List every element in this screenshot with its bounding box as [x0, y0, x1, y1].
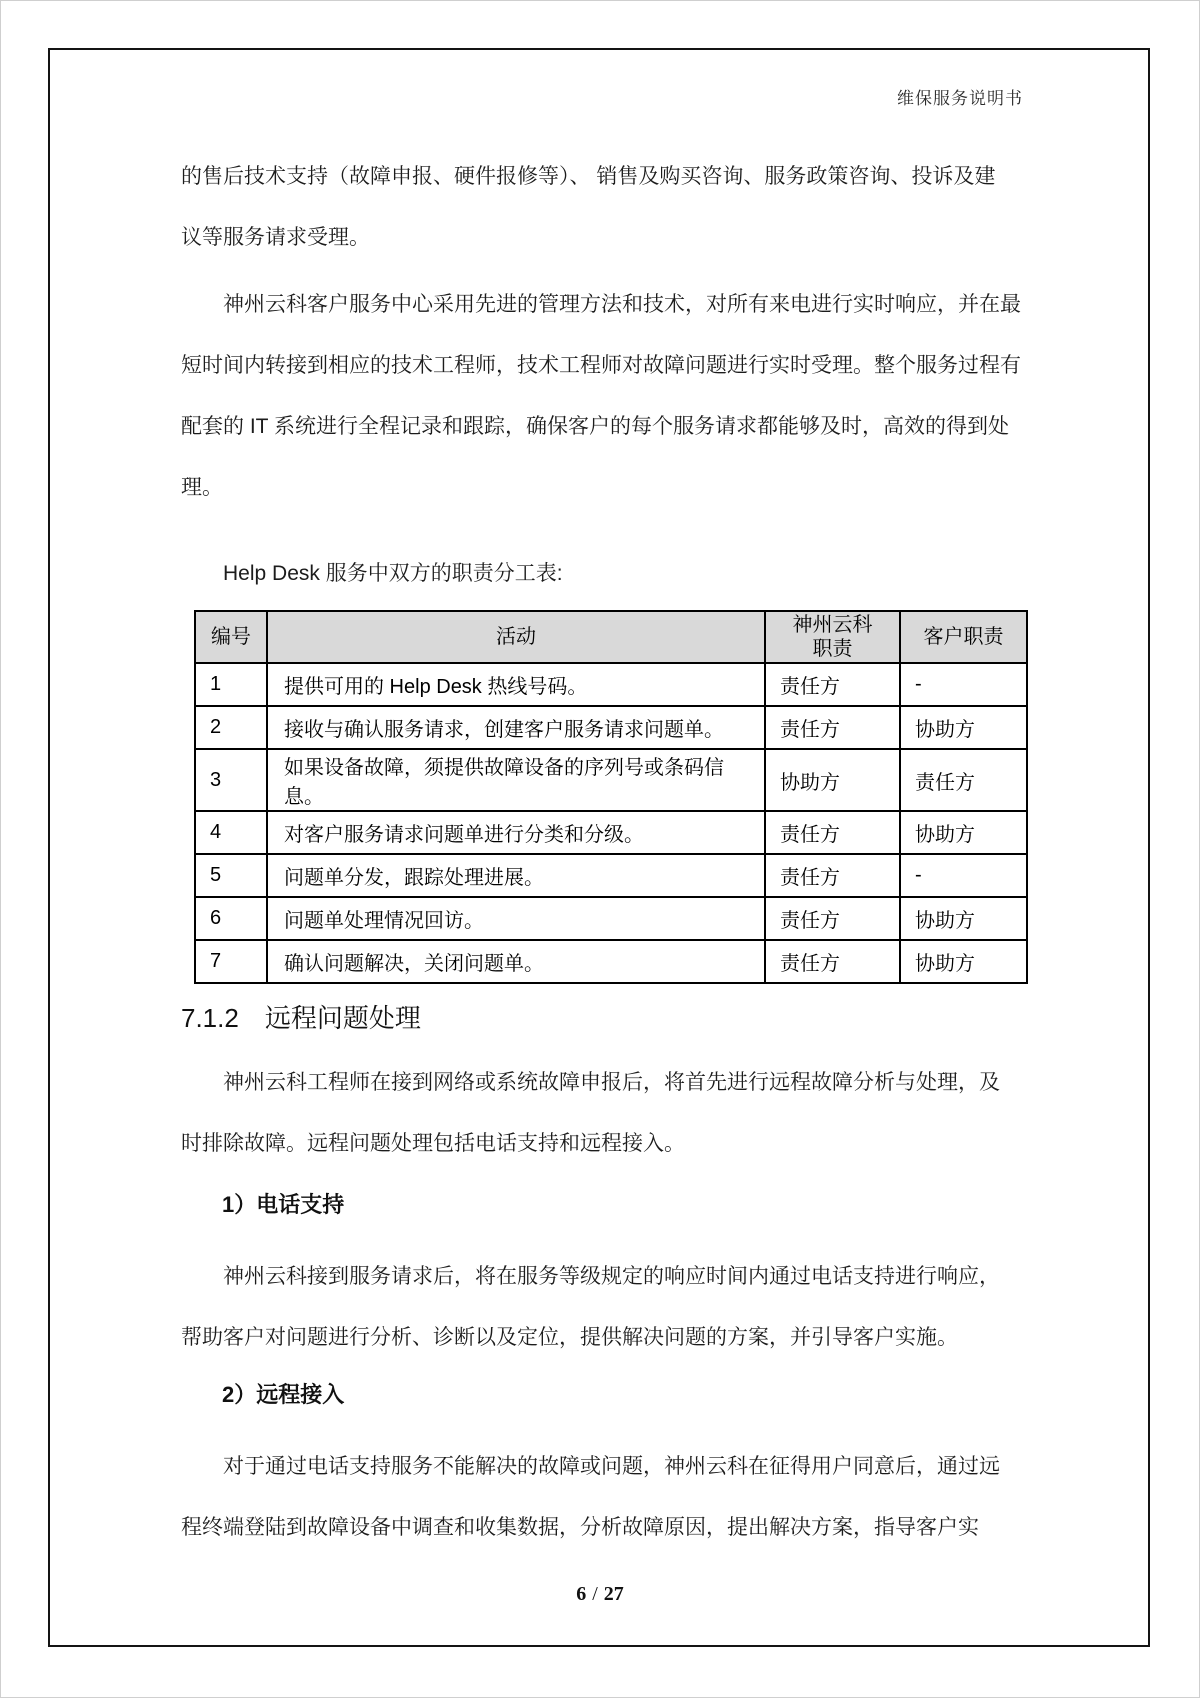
document-header-title: 维保服务说明书: [897, 89, 1023, 108]
paragraph-line: 神州云科客户服务中心采用先进的管理方法和技术，对所有来电进行实时响应，并在最: [223, 293, 1021, 316]
section-title: 远程问题处理: [264, 1003, 421, 1033]
responsibility-table: [194, 610, 1028, 984]
paragraph-service-requests: [181, 146, 1026, 268]
paragraph-line: 议等服务请求受理。: [181, 226, 370, 249]
table-header-row: [195, 611, 1027, 663]
table-cell-activity: 提供可用的 Help Desk 热线号码。: [267, 663, 765, 706]
paragraph-line: 神州云科接到服务请求后，将在服务等级规定的响应时间内通过电话支持进行响应，: [223, 1265, 1000, 1288]
table-cell-activity: 问题单分发，跟踪处理进展。: [267, 854, 765, 897]
table-header-activity: 活动: [267, 611, 765, 663]
paragraph-line: 对于通过电话支持服务不能解决的故障或问题，神州云科在征得用户同意后，通过远: [223, 1455, 1000, 1478]
table-cell-activity: 对客户服务请求问题单进行分类和分级。: [267, 811, 765, 854]
table-row: [195, 749, 1027, 811]
table-cell-number: 2: [195, 706, 267, 749]
table-cell-customer-role: 协助方: [900, 897, 1027, 940]
table-cell-number: 6: [195, 897, 267, 940]
table-cell-szyk-role: 责任方: [765, 706, 900, 749]
paragraph-line: 配套的 IT 系统进行全程记录和跟踪，确保客户的每个服务请求都能够及时，高效的得到处: [181, 415, 1009, 438]
table-cell-activity: 确认问题解决，关闭问题单。: [267, 940, 765, 983]
table-cell-activity: 如果设备故障，须提供故障设备的序列号或条码信息。: [267, 749, 765, 811]
footer-current-page: 6: [576, 1583, 587, 1605]
table-cell-number: 7: [195, 940, 267, 983]
table-cell-szyk-role: 责任方: [765, 897, 900, 940]
footer-separator: /: [592, 1583, 598, 1605]
paragraph-service-center: [181, 274, 1026, 518]
table-row: [195, 706, 1027, 749]
table-header-customer-duty: 客户职责: [900, 611, 1027, 663]
table-cell-number: 3: [195, 749, 267, 811]
table-cell-number: 4: [195, 811, 267, 854]
paragraph-line: 神州云科工程师在接到网络或系统故障申报后，将首先进行远程故障分析与处理，及: [223, 1071, 1000, 1094]
table-cell-number: 5: [195, 854, 267, 897]
table-header-szyk-line2: 职责: [812, 638, 853, 660]
paragraph-line: 帮助客户对问题进行分析、诊断以及定位，提供解决问题的方案，并引导客户实施。: [181, 1326, 958, 1349]
footer-total-pages: 27: [603, 1583, 624, 1605]
section-heading-7-1-2: [181, 1000, 421, 1036]
table-row: [195, 940, 1027, 983]
table-cell-szyk-role: 责任方: [765, 940, 900, 983]
table-row: [195, 811, 1027, 854]
table-cell-activity: 接收与确认服务请求，创建客户服务请求问题单。: [267, 706, 765, 749]
paragraph-remote-access: [181, 1436, 1026, 1558]
table-cell-szyk-role: 协助方: [765, 749, 900, 811]
section-number: 7.1.2: [181, 1003, 239, 1033]
table-header-number: 编号: [195, 611, 267, 663]
table-cell-number: 1: [195, 663, 267, 706]
table-cell-customer-role: -: [900, 854, 1027, 897]
table-cell-szyk-role: 责任方: [765, 663, 900, 706]
table-cell-customer-role: 协助方: [900, 706, 1027, 749]
paragraph-line: 时排除故障。远程问题处理包括电话支持和远程接入。: [181, 1132, 685, 1155]
table-row: [195, 663, 1027, 706]
table-header-szyk-line1: 神州云科: [792, 614, 873, 636]
table-cell-szyk-role: 责任方: [765, 854, 900, 897]
paragraph-line: 短时间内转接到相应的技术工程师，技术工程师对故障问题进行实时受理。整个服务过程有: [181, 354, 1021, 377]
table-row: [195, 854, 1027, 897]
paragraph-phone-support: [181, 1246, 1026, 1368]
sub-heading-phone-support: 1）电话支持: [222, 1192, 345, 1217]
paragraph-line: 的售后技术支持（故障申报、硬件报修等）、 销售及购买咨询、服务政策咨询、投诉及建: [181, 165, 996, 188]
table-cell-szyk-role: 责任方: [765, 811, 900, 854]
table-row: [195, 897, 1027, 940]
table-cell-activity: 问题单处理情况回访。: [267, 897, 765, 940]
page-footer: [0, 1583, 1200, 1606]
paragraph-line: 理。: [181, 476, 223, 499]
table-caption: Help Desk 服务中双方的职责分工表:: [223, 562, 563, 585]
table-header-szyk-duty: [765, 611, 900, 663]
table-cell-customer-role: 协助方: [900, 811, 1027, 854]
paragraph-remote-handling: [181, 1052, 1026, 1174]
table-cell-customer-role: -: [900, 663, 1027, 706]
table-cell-customer-role: 责任方: [900, 749, 1027, 811]
table-cell-customer-role: 协助方: [900, 940, 1027, 983]
sub-heading-remote-access: 2）远程接入: [222, 1382, 345, 1407]
paragraph-line: 程终端登陆到故障设备中调查和收集数据，分析故障原因，提出解决方案，指导客户实: [181, 1516, 979, 1539]
